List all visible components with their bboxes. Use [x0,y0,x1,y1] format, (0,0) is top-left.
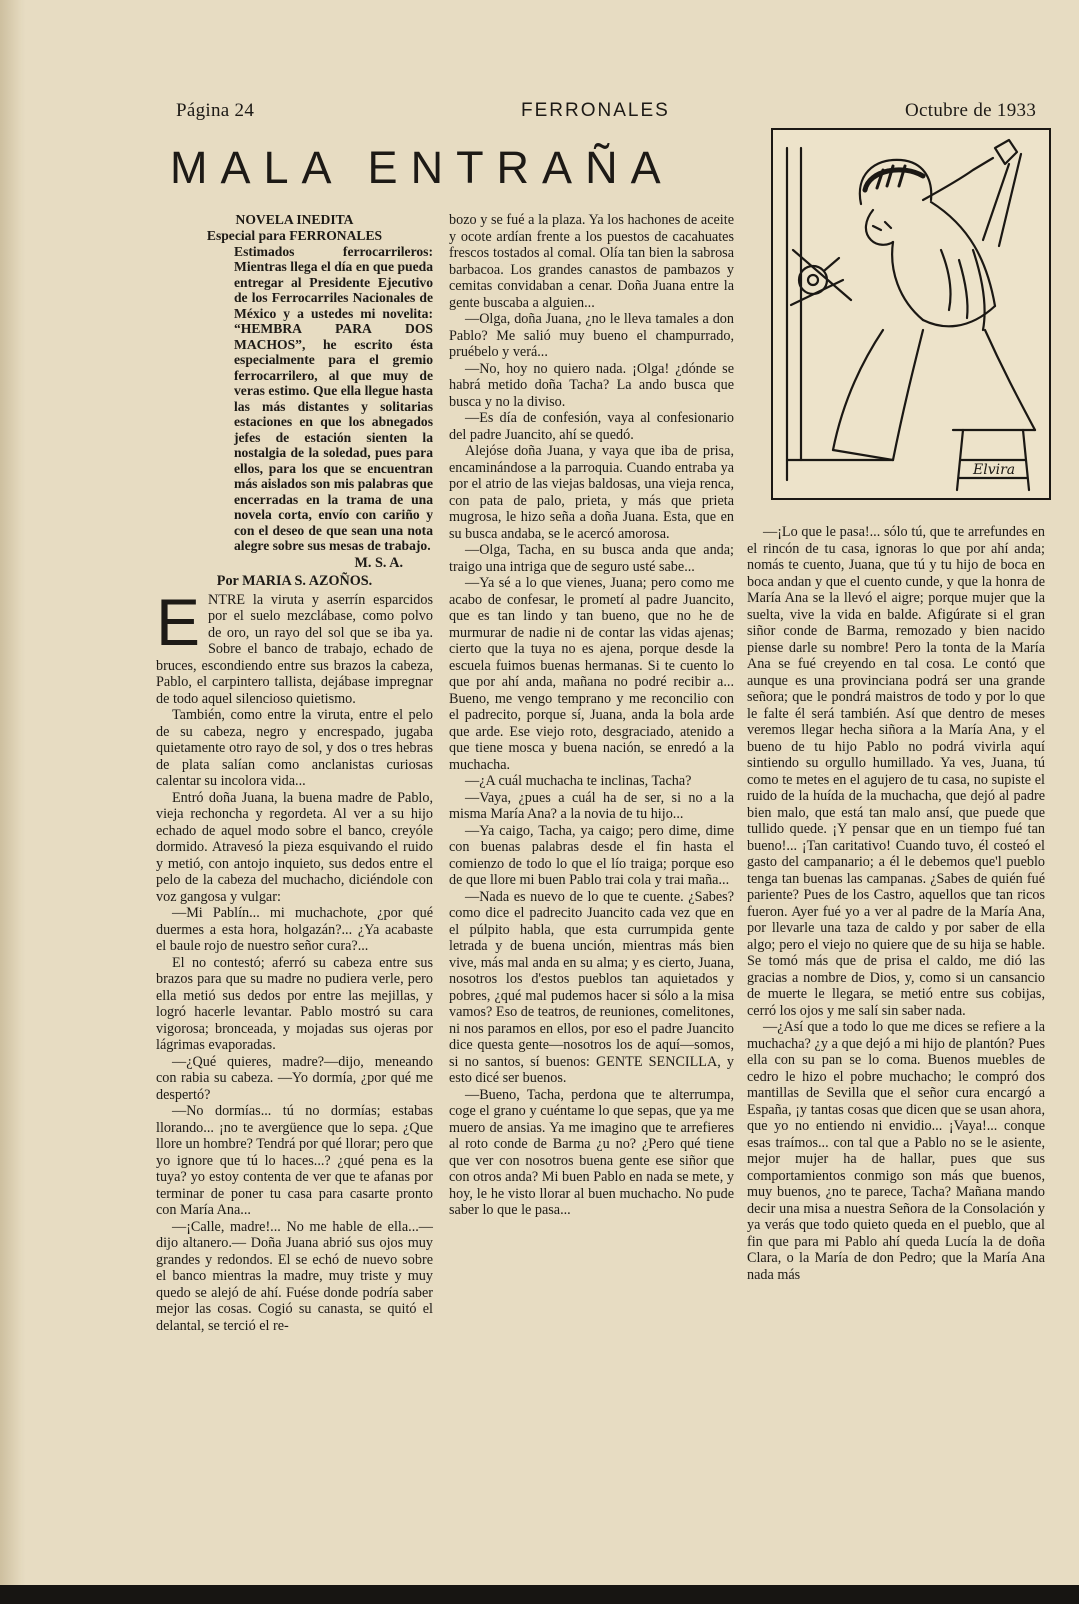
author-note: Estimados ferrocarrileros: Mientras llega el día en que pueda entregar al Presidente Ejecutivo de los Ferrocarriles Nacionales de México y a ustedes mi novelita: “HEMBRA PARA DOS MACHOS”, he escrito ésta especialmente para el gremio ferrocarrilero, al que muy de veras estimo. Que ella llegue hasta las más distantes y solitarias estaciones en que los abnegados jefes de estación sienten la nostalgia de la soledad, pues para ellos, para los que se encuentran más aislados son mis palabras que encerradas en la trama de una novela corta, envío con cariño y con el deseo de que sean una nota alegre sobre sus mesas de trabajo. [234,243,433,554]
page-number: Página 24 [176,100,255,121]
byline: Por MARIA S. AZOÑOS. [216,573,373,590]
issue-date: Octubre de 1933 [905,100,1037,121]
story-illustration [771,128,1051,500]
paragraph: —Olga, doña Juana, ¿no le lleva tamales a don Pablo? Me salió muy bueno el champurrado, pruébelo y verá... [449,311,734,360]
paragraph: —Bueno, Tacha, perdona que te alterrumpa, coge el grano y cuéntame lo que sepas, que ya me muero de ansias. Ya me imagino que te arrefieres al roto conde de Barma ¿u no? ¿Pero qué tiene que ver con nosotros buena gente ese siñor que con otros anda? Mi buen Pablo en nada se mete, y hoy, le he visto llorar al buen muchacho. No pude saber lo que le pasa... [449,1086,734,1218]
paragraph: Entró doña Juana, la buena madre de Pablo, vieja rechoncha y regordeta. Al ver a su hijo echado de aquel modo sobre el banco, creyóle dormido. Atravesó la pieza esquivando el ruido y metió, con antojo inquieto, sus dedos entre el pelo de la cabeza del muchacho, diciéndole con voz gangosa y vulgar: [156,789,433,905]
story-title: MALA ENTRAÑA [170,142,674,193]
paragraph: —¡Lo que le pasa!... sólo tú, que te arrefundes en el rincón de tu casa, ignoras lo que por ahí anda; nomás te cuento, Juana, que tú y tu hijo de boca en boca andan y que el cuento cunde, y que la honra de María Ana se la llevó el aigre; porque mujer que la suelta, vive la vida en balde. Afigúrate si el gran siñor conde de Barma, remozado y bien nacido piense darle su nombre! Pero la tonta de la María Ana se fué creyendo en tal cosa. Le contó que aunque es una provinciana podrá ser una grande señora; que le pondrá maistros de todo y por lo que le falte él será también. Así que dentro de meses veremos llegar hecha siñora a la María Ana, y el bueno de tu hijo Pablo no podrá vivirla aquí sintiendo su orgullo humillado. Ya ves, Juana, tú como te metes en el agujero de tu casa, no supiste el ruido de la huída de la muchacha, que dejó al padre bien malo, que está tan malo ansí, que puede que tullido quede. ¡Y pensar que en un tiempo fué tan bueno!... ¡Tan caritativo! Cuando tuvo, él costeó el gasto del campanario; a él le debemos que'l pueblo tenga tan buenas las campanas. ¿Sabes de quién fué pariente? Pues de los Castro, aquellos que tan ricos fueron. Ayer fué yo a ver al padre de la María Ana, por llevarle una taza de caldo y por saber de ella algo; pero el viejo no quiere que de su hija se hable. Se tomó más que de prisa el caldo, me dió las gracias a nombre de Dios, y, como si un cansancio de muerte le llegara, se metió entre sus cobijas, cerró los ojos y me salí sin saber nada. [747,524,1045,1019]
paragraph: —Ya sé a lo que vienes, Juana; pero como me acabo de confesar, le prometí al padre Juancito, que es tan lindo y tan bueno, que no he de murmurar de nadie ni de contar las vidas ajenas; cierto que la tuya no es ajena, porque desde la escuela fuimos buenas hermanas. Si te cuento lo que por ahí anda, mañana no podré recibir a... Bueno, me vengo temprano y me reconcilio con el padrecito, porque sí, Juana, anda la bola arde que arde. Ese viejo roto, desgraciado, atenido a que tiene mosca y buena nación, se enredó a la muchacha. [449,575,734,773]
drop-cap: E [156,584,201,659]
intro-special: Especial para FERRONALES [206,227,383,243]
paragraph: Alejóse doña Juana, y vaya que iba de prisa, encaminándose a la parroquia. Cuando entraba ya por el atrio de las viejas baldosas, una vieja renca, con pata de palo, prieta, y más que prieta mugrosa, le hizo seña a doña Juana. Esta, que en su busca andaba, se le acercó amorosa. [449,443,734,542]
paragraph: —Nada es nuevo de lo que te cuente. ¿Sabes? como dice el padrecito Juancito cada vez que en el púlpito habla, que esta currumpida gente letrada y de buena unción, mientras más bien vive, más mal anda en su alma; y es cierto, Juana, nosotros los d'estos pueblos tan aquietados y pobres, ¿qué mal pudemos hacer si sólo a la misa vamos? Eso de teatros, de reuniones, comelitones, ni nos paramos en ellos, por eso el padre Juancito dice questa gente—nosotros los de aquí—somos, si no santos, sí buenos: GENTE SENCILLA, y esto dicé ser buenos. [449,888,734,1086]
paragraph: —Olga, Tacha, en su busca anda que anda; traigo una intriga que de seguro usté sabe... [449,542,734,575]
paragraph: —No dormías... tú no dormías; estabas llorando... ¡no te avergüence que lo sepa. ¿Que llore un hombre? Tendrá por qué llorar; pero que yo ignore que tú lo haces...? ¿qué pena es la tuya? yo estoy contenta de ver que te afanas por terminar de poner tu casa para casarte pronto con María Ana... [156,1103,433,1219]
paragraph: —¡Calle, madre!... No me hable de ella...—dijo altanero.— Doña Juana abrió sus ojos muy grandes y redondos. El se echó de nuevo sobre el banco mientras la madre, muy triste y muy quedo se alejó de ahí. Fuése donde podría saber mejor las cosas. Cogió su canasta, se quitó el delantal, se terció el re- [156,1218,433,1334]
paragraph: —¿A cuál muchacha te inclinas, Tacha? [465,773,692,789]
paragraph: —¿Qué quieres, madre?—dijo, meneando con rabia su cabeza. —Yo dormía, ¿por qué me despertó? [156,1053,433,1103]
column-1 [156,212,433,1334]
paragraph: El no contestó; aferró su cabeza entre sus brazos para que su madre no pudiera verle, pero ella metió sus dedos por entre las mejillas, y logró hacerle levantar. Pablo mostró su cara vigorosa; bronceada, y mojadas sus ojeras por lágrimas evaporadas. [156,954,433,1054]
paragraph: También, como entre la viruta, entre el pelo de su cabeza, negro y encrespado, jugaba quietamente otro rayo de sol, y dos o tres hebras de plata salían como anclanistas curiosas calentar su incolora vida... [156,707,433,790]
paragraph: —Ya caigo, Tacha, ya caigo; pero dime, dime con buenas palabras desde el fin hasta el comienzo de todo lo que el lío traiga; porque eso de que llore mi buen Pablo trai cola y trai maña... [449,822,734,888]
column-3 [747,524,1045,1283]
intro-kicker: NOVELA INEDITA [235,212,354,227]
page-binding-edge [0,0,22,1585]
seated-man-drawing [773,130,1049,498]
paragraph: bozo y se fué a la plaza. Ya los hachones de aceite y ocote ardían frente a los puestos de cacahuates frescos tostados al comal. Olía tan bien la sabrosa barbacoa. Los grandes canastos de pambazos y cemitas convidaban a cenar. Doña Juana entre la gente buscaba a alguien... [449,212,734,311]
paragraph: —No, hoy no quiero nada. ¡Olga! ¿dónde se habrá metido doña Tacha? La ando busca que busca y no la diviso. [449,360,734,410]
illustration-signature: Elvira [973,462,1016,478]
paragraph-text: NTRE la viruta y aserrín esparcidos por el suelo mezclábase, como polvo de oro, un rayo del sol que se iba ya. Sobre el banco de trabajo, echado de bruces, escondiendo entre sus brazos la cabeza, Pablo, el carpintero tallista, dejábase impregnar de todo aquel silencioso quietismo. [156,591,433,707]
intro-header [156,212,433,244]
paragraph [156,584,433,708]
publication-name: FERRONALES [521,100,670,121]
column-2 [449,212,734,1219]
scan-bottom-edge [0,1585,1079,1604]
author-initials: M. S. A. [354,554,403,571]
paragraph: —Vaya, ¿pues a cuál ha de ser, si no a la misma María Ana? a la novia de tu hijo... [449,789,734,822]
paragraph: —Es día de confesión, vaya al confesionario del padre Juancito, ahí se quedó. [449,410,734,443]
paragraph: —¿Así que a todo lo que me dices se refiere a la muchacha? ¿y a que dejó a mi hijo de plantón? Pues ella con su pan se lo coma. Buenos muebles de cedro le hizo el pobre muchacho; le compró dos mantillas de Sevilla que el señor cura encargó a España, ¡y tantas cosas que dicen que se usan ahora, que yo no entiendo ni envidio... ¡Vaya!... conque esas traímos... con tal que a Pablo no se le asiente, mejor mujer ha de hallar, pues que sus comportamientos conmigo son más que buenos, muy buenos, ¿no te parece, Tacha? Mañana mando decir una misa a nuestra Señora de la Consolación y ya verás que todo quieto queda en el pueblo, que al fin que para mi Pablo ahí queda Lucía la de doña Clara, o la María de don Pedro; que la María Ana nada más [747,1019,1045,1283]
paragraph: —Mi Pablín... mi muchachote, ¿por qué duermes a esta hora, holgazán?... ¿Ya acabaste el baule rojo de nuestro señor cura?... [156,905,433,955]
